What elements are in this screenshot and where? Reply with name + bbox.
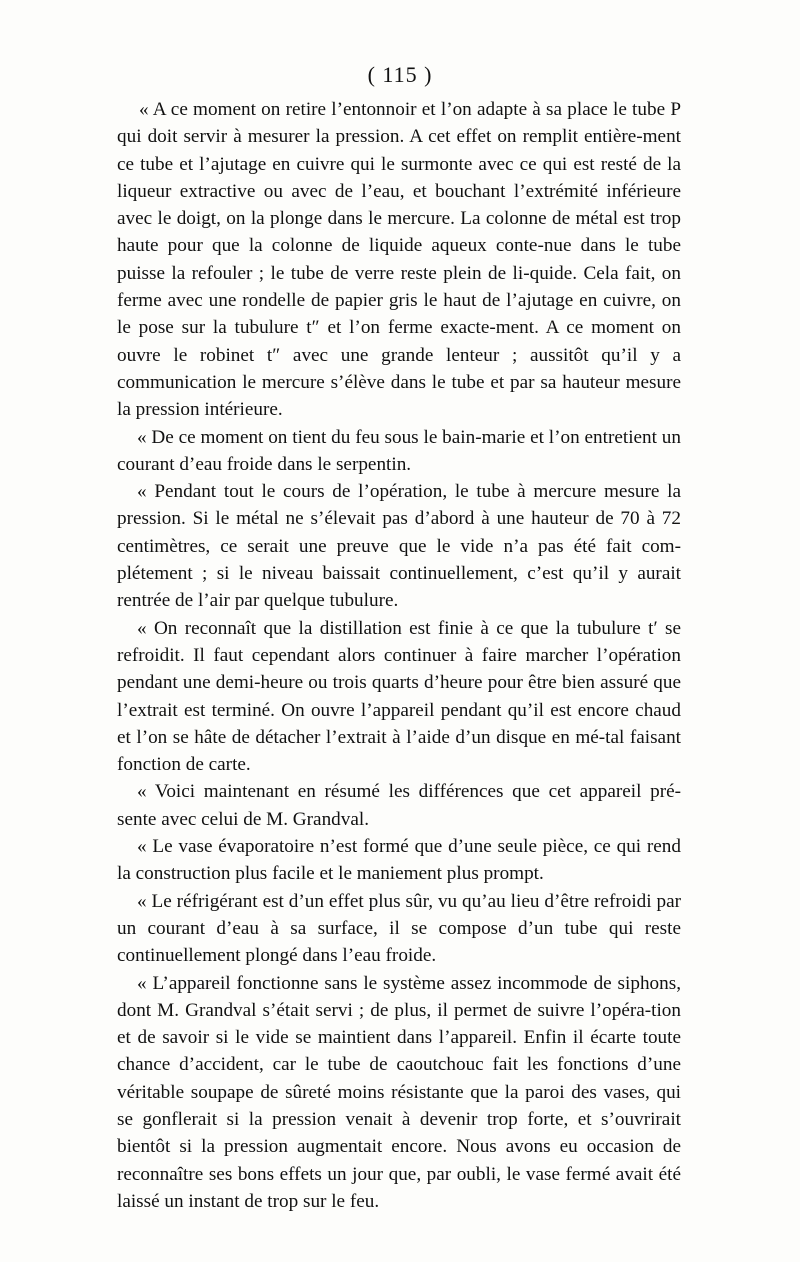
paragraph-2: « De ce moment on tient du feu sous le bain-marie et l’on entretient un courant d’eau froide dans le serpentin. [117,426,681,475]
page-number: ( 115 ) [367,62,433,87]
paragraph-1: « A ce moment on retire l’entonnoir et l’on adapte à sa place le tube P qui doit servir à mesurer la pression. A cet effet on remplit entière-ment ce tube et l’ajutage en cuivre qui le surmonte avec ce qui est resté de la liqueur extractive ou avec de l’eau, et bouchant l’extrémité inférieure avec le doigt, on la plonge dans le mercure. La colonne de métal est trop haute pour que la colonne de liquide aqueux conte-nue dans le tube puisse la refouler ; le tube de verre reste plein de li-quide. Cela fait, on ferme avec une rondelle de papier gris le haut de l’ajutage en cuivre, on le pose sur la tubulure t″ et l’on ferme exacte-ment. A ce moment on ouvre le robinet t″ avec une grande lenteur ; aussitôt qu’il y a communication le mercure s’élève dans le tube et par sa hauteur mesure la pression intérieure. [117,99,681,421]
paragraph-8: « L’appareil fonctionne sans le système assez incommode de siphons, dont M. Grandval s’était servi ; de plus, il permet de suivre l’opéra-tion et de savoir si le vide se maintient dans l’appareil. Enfin il écarte toute chance d’accident, car le tube de caoutchouc fait les fonctions d’une véritable soupape de sûreté moins résistante que la paroi des vases, qui se gonflerait si la pression venait à devenir trop forte, et s’ouvrirait bientôt si la pression augmentait encore. Nous avons eu occasion de reconnaître ses bons effets un jour que, par oubli, le vase fermé avait été laissé un instant de trop sur le feu. [117,972,681,1212]
body-text [117,96,681,1215]
paragraph-5: « Voici maintenant en résumé les différences que cet appareil pré-sente avec celui de M. Grandval. [117,781,681,830]
paragraph-6: « Le vase évaporatoire n’est formé que d’une seule pièce, ce qui rend la construction plus facile et le maniement plus prompt. [117,836,681,885]
paragraph-3: « Pendant tout le cours de l’opération, le tube à mercure mesure la pression. Si le métal ne s’élevait pas d’abord à une hauteur de 70 à 72 centimètres, ce serait une preuve que le vide n’a pas été fait com-plétement ; si le niveau baissait continuellement, c’est qu’il y aurait rentrée de l’air par quelque tubulure. [117,481,681,612]
paragraph-4: « On reconnaît que la distillation est finie à ce que la tubulure t′ se refroidit. Il faut cependant alors continuer à faire marcher l’opération pendant une demi-heure ou trois quarts d’heure pour être bien assuré que l’extrait est terminé. On ouvre l’appareil pendant qu’il est encore chaud et l’on se hâte de détacher l’extrait à l’aide d’un disque en mé-tal faisant fonction de carte. [117,617,681,776]
paragraph-7: « Le réfrigérant est d’un effet plus sûr, vu qu’au lieu d’être refroidi par un courant d’eau à sa surface, il se compose d’un tube qui reste continuellement plongé dans l’eau froide. [117,890,681,967]
